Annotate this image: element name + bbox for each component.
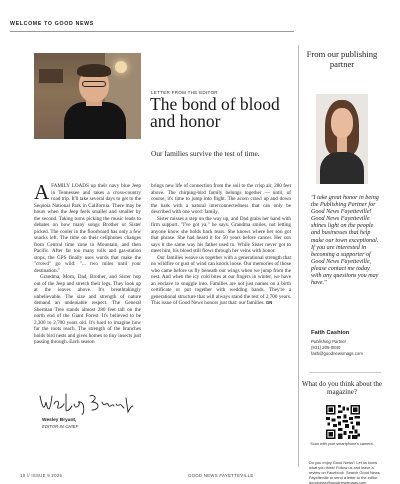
partner-email: faith@goodnewsmags.com bbox=[311, 351, 363, 356]
article-column-1 bbox=[34, 180, 141, 346]
sidebar-title: From our publishing partner bbox=[306, 49, 378, 69]
editor-name: Wesley Bryant, bbox=[42, 418, 77, 423]
editor-title: EDITOR-IN-CHIEF bbox=[42, 424, 79, 429]
partner-phone: (931) 205-0840 bbox=[311, 345, 341, 350]
page-number: 10 // ISSUE 9 2025 bbox=[20, 473, 63, 478]
feedback-note: Do you enjoy Good News? Let us know what you think! Follow us and leave a review on Facebook. Search Good News Fayetteville or send a letter to the editor: goodnews@goodnewsmags.com bbox=[309, 460, 380, 484]
article-headline: The bond of blood and honor bbox=[150, 94, 280, 131]
article-paragraph: Sister misses a step on the way up, and Dad grabs her hand with firm support. "I've got ya," he says. Grandma smiles, not letting anyone know she holds back tears. She knows where her son got that phrase. She had heard it for 50 years before cancer. Her son says it the same way his father used to. While Sister never got to meet him, his blood still flows through her veins with honor. bbox=[151, 215, 291, 254]
qr-code-icon[interactable] bbox=[326, 405, 360, 439]
drop-cap: A bbox=[34, 180, 50, 204]
publishing-partner-sidebar bbox=[298, 45, 384, 484]
partner-title: Publishing Partner bbox=[311, 339, 347, 344]
editor-letter-label: LETTER FROM THE EDITOR bbox=[151, 90, 218, 95]
paragraph-text: Our families weave us together with a generational strength that no wildfire or gust of wind can knock loose. Our memories of those who came before us fly beneath our wings when we jump from the nest. And when the icy cold bites at our fingers in winter, we have an enclave to snuggle into. Families are not just names on a birth certificate or put together with wedding bands. They're a generational structure that will always stand the test of 2,700 years. This issue of Good News honors just that: our families. bbox=[151, 254, 291, 306]
section-divider bbox=[10, 31, 294, 32]
article-paragraph bbox=[151, 255, 291, 307]
article-paragraph bbox=[34, 180, 141, 274]
article-column-2 bbox=[151, 183, 291, 307]
article-paragraph: Grandma, Mom, Dad, Brother, and Sister hop out of the Jeep and stretch their legs. They look up at the leaves above. It's breathtakingly unbelievable. The size and strength of nature demand an undeniable respect. The General Sherman Tree stands almost 280 feet tall on the north end of the Giant Forest. It's believed to be 2,300 to 2,700 years old. It's hard to imagine how far the roots reach. The strength of the branches holds bird nests and gives homes to tiny insects just passing through. Each season bbox=[34, 274, 141, 345]
partner-name: Faith Cashion bbox=[311, 330, 350, 336]
partner-quote: "I take great honor in being the Publishing Partner for Good News Fayetteville! Good News Fayetteville shines light on the people and businesses that help make our town exceptional. If you are interested in becoming a supporter of Good News Fayetteville, please contact me today with any questions you may have." bbox=[311, 195, 379, 287]
article-dek: Our families survive the test of time. bbox=[151, 149, 260, 158]
publication-name: GOOD NEWS FAYETTEVILLE bbox=[188, 473, 254, 478]
feedback-question: What do you think about the magazine? bbox=[302, 380, 382, 397]
partner-photo bbox=[316, 94, 368, 184]
sidebar-divider bbox=[309, 372, 381, 373]
end-mark: GN bbox=[265, 300, 273, 305]
qr-instructions: Scan with your smartphone's camera. bbox=[310, 442, 374, 446]
paragraph-text: FAMILY LOADS up their navy blue Jeep in Tennessee and takes a cross-country road trip. It'll take several days to get to the Sequoia National Park in California. There may be hours when the Jeep feels smaller and smaller by the second. Taking turns picking the music leads to debates on how many songs Brother or Sister picked. The cooler in the floorboard has only a few snacks left. The time on their cellphones changes from Central time zone to Mountain, and then Pacific. After far too many tolls and gas-station stops, the GPS finally uses words that make the "crowd" go wild: "... two miles until your destination." bbox=[34, 183, 141, 274]
section-label: WELCOME TO GOOD NEWS bbox=[10, 21, 94, 27]
editor-photo bbox=[34, 53, 141, 139]
editor-signature bbox=[38, 388, 134, 418]
article-paragraph: brings new life of connection from the soil to the crisp air, 280 feet above. The chirping-bird family belongs together — until, of course, it's time to jump into flight. The acorn crawl up and down the bark with a natural interconnectedness that can only be described with one word: family. bbox=[151, 183, 291, 215]
